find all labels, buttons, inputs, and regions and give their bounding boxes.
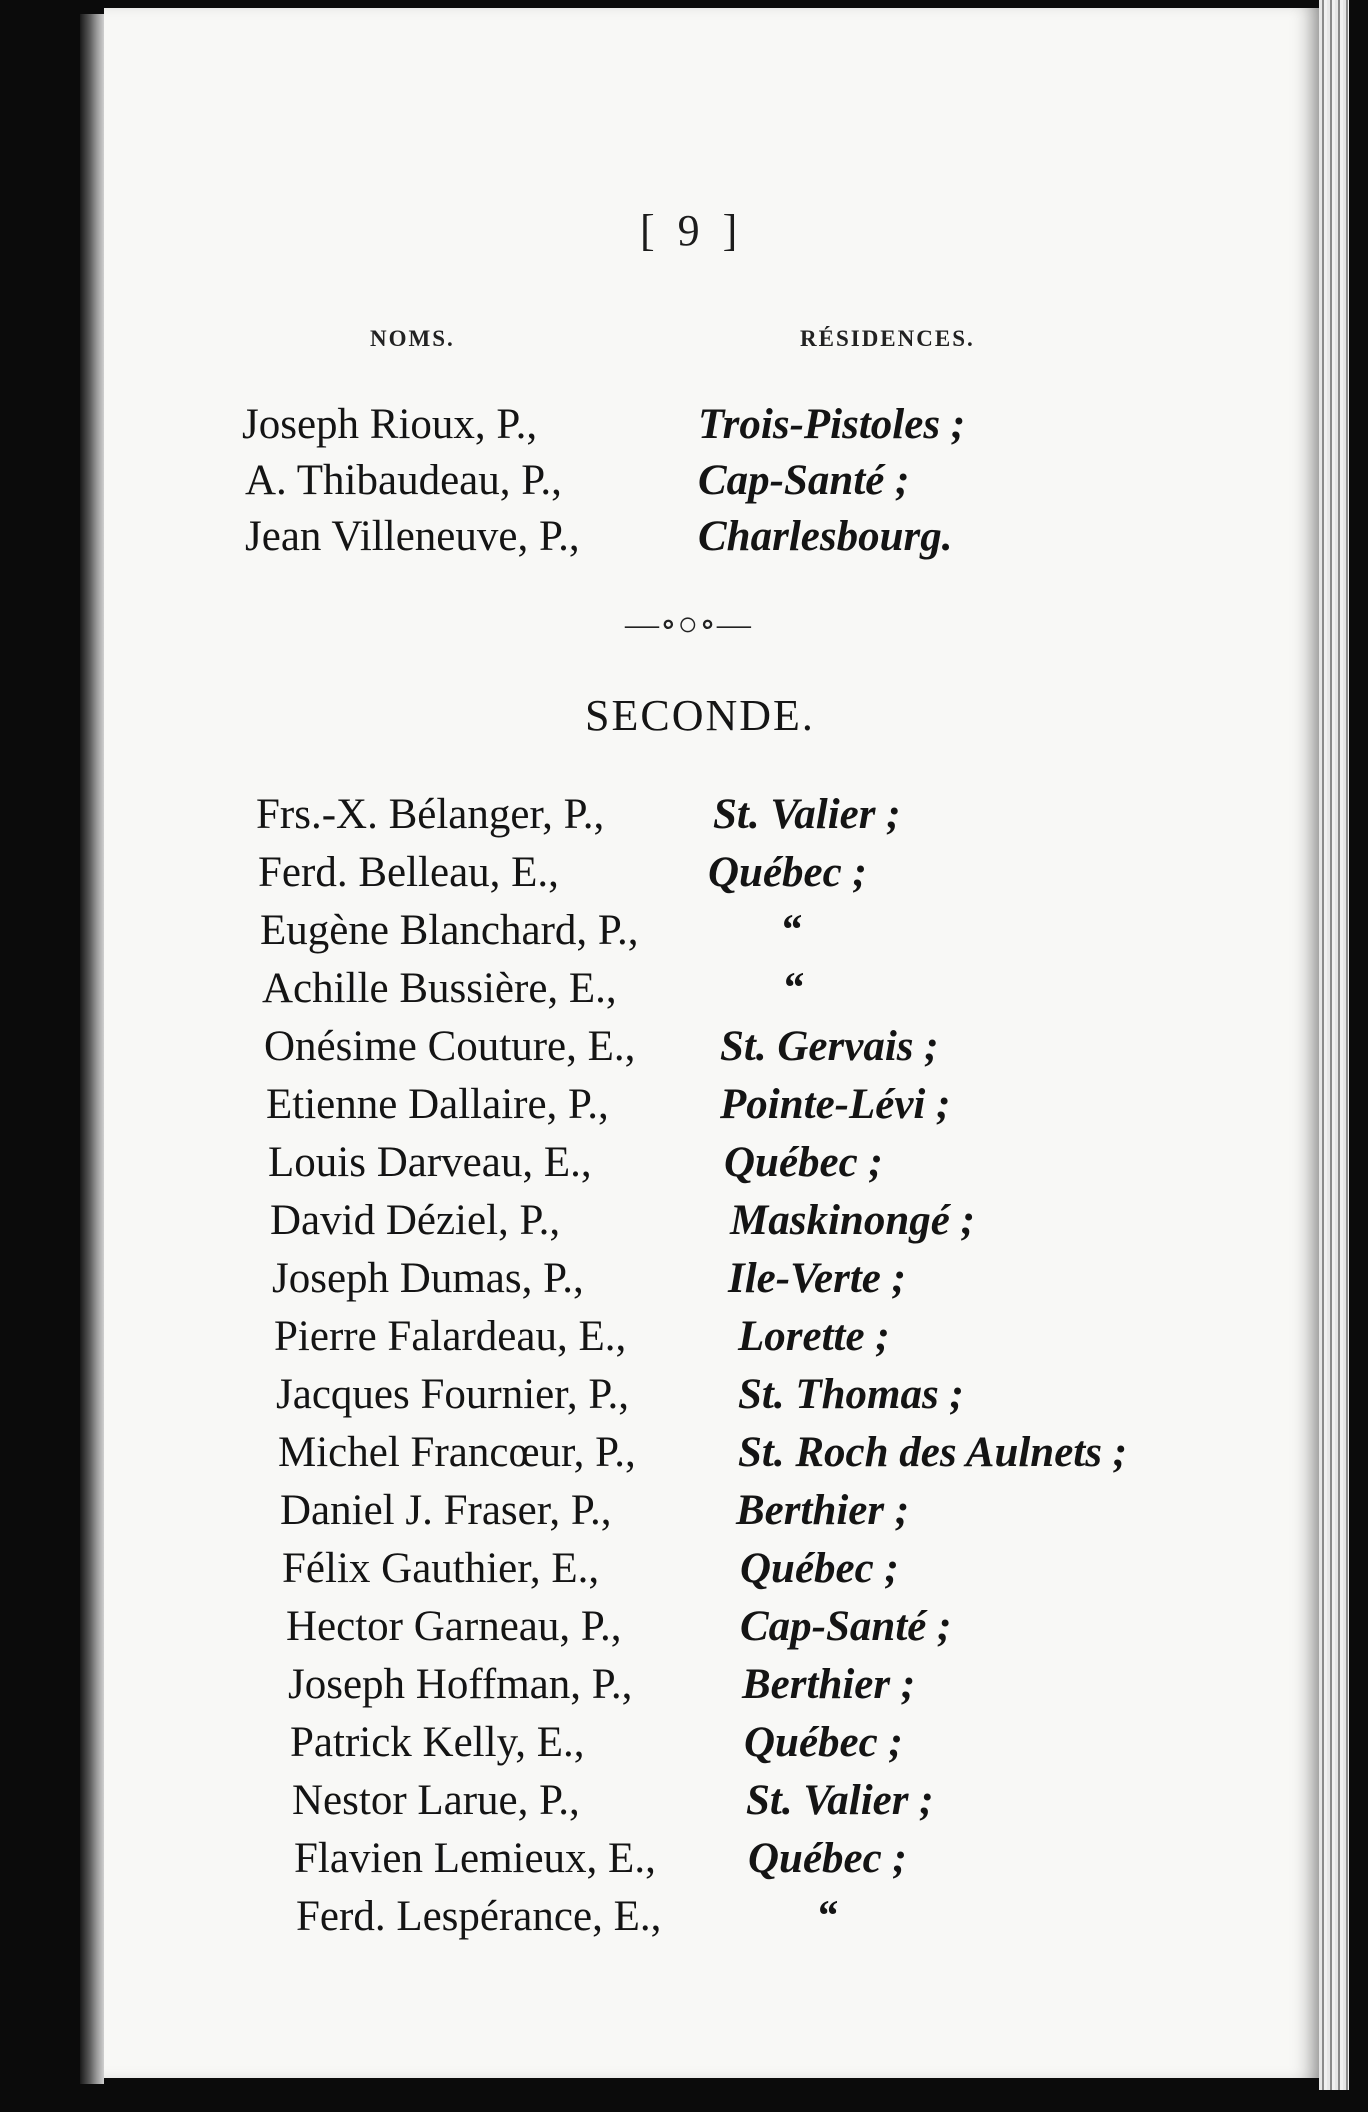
entry-residence: Québec ; xyxy=(708,849,867,896)
entry-residence: Québec ; xyxy=(740,1545,899,1592)
entry-residence: Québec ; xyxy=(744,1719,903,1766)
entry-name: Louis Darveau, E., xyxy=(268,1139,592,1186)
entry-residence: St. Valier ; xyxy=(746,1777,934,1824)
entry-residence: Berthier ; xyxy=(742,1661,916,1708)
entry-residence: Cap-Santé ; xyxy=(698,457,910,504)
entry-name: Joseph Dumas, P., xyxy=(272,1255,584,1302)
entry-name: Jacques Fournier, P., xyxy=(276,1371,629,1418)
entry-name: Ferd. Lespérance, E., xyxy=(296,1893,662,1940)
entry-name: Patrick Kelly, E., xyxy=(290,1719,585,1766)
entry-name: Ferd. Belleau, E., xyxy=(258,849,559,896)
entry-name: Frs.-X. Bélanger, P., xyxy=(256,791,605,838)
entry-residence: Cap-Santé ; xyxy=(740,1603,952,1650)
entry-residence: St. Gervais ; xyxy=(720,1023,939,1070)
ornament-divider: —∘○∘— xyxy=(625,606,752,643)
entry-residence: Berthier ; xyxy=(736,1487,910,1534)
names-column-header: NOMS. xyxy=(370,326,455,351)
page-edges xyxy=(1319,0,1349,2090)
ditto-mark: “ xyxy=(782,965,804,1012)
residences-column-header: RÉSIDENCES. xyxy=(800,326,975,351)
entry-residence: Ile-Verte ; xyxy=(728,1255,906,1302)
entry-residence: St. Roch des Aulnets ; xyxy=(738,1429,1128,1476)
ditto-mark: “ xyxy=(780,907,802,954)
entry-name: Joseph Hoffman, P., xyxy=(288,1661,633,1708)
entry-name: Michel Francœur, P., xyxy=(278,1429,636,1476)
entry-name: Flavien Lemieux, E., xyxy=(294,1835,656,1882)
entry-name: Eugène Blanchard, P., xyxy=(260,907,639,954)
entry-name: Joseph Rioux, P., xyxy=(242,401,538,448)
entry-name: Daniel J. Fraser, P., xyxy=(280,1487,612,1534)
entry-name: Nestor Larue, P., xyxy=(292,1777,580,1824)
ditto-mark: “ xyxy=(816,1893,838,1940)
entry-name: Félix Gauthier, E., xyxy=(282,1545,600,1592)
entry-name: Onésime Couture, E., xyxy=(264,1023,636,1070)
entry-residence: Charlesbourg. xyxy=(698,513,953,560)
entry-name: Hector Garneau, P., xyxy=(286,1603,622,1650)
section-title: SECONDE. xyxy=(585,691,815,740)
entry-name: Etienne Dallaire, P., xyxy=(266,1081,609,1128)
entry-residence: Lorette ; xyxy=(738,1313,890,1360)
entry-residence: Pointe-Lévi ; xyxy=(720,1081,951,1128)
entry-residence: St. Thomas ; xyxy=(738,1371,964,1418)
entry-residence: Québec ; xyxy=(724,1139,883,1186)
book-gutter xyxy=(80,14,104,2084)
entry-name: Jean Villeneuve, P., xyxy=(245,513,580,560)
entry-name: David Déziel, P., xyxy=(270,1197,561,1244)
entry-name: Pierre Falardeau, E., xyxy=(274,1313,627,1360)
entry-residence: Trois-Pistoles ; xyxy=(698,401,966,448)
entry-residence: Québec ; xyxy=(748,1835,907,1882)
entry-name: Achille Bussière, E., xyxy=(262,965,617,1012)
page-number: [ 9 ] xyxy=(640,206,744,255)
entry-residence: Maskinongé ; xyxy=(730,1197,975,1244)
entry-name: A. Thibaudeau, P., xyxy=(245,457,562,504)
entry-residence: St. Valier ; xyxy=(713,791,901,838)
